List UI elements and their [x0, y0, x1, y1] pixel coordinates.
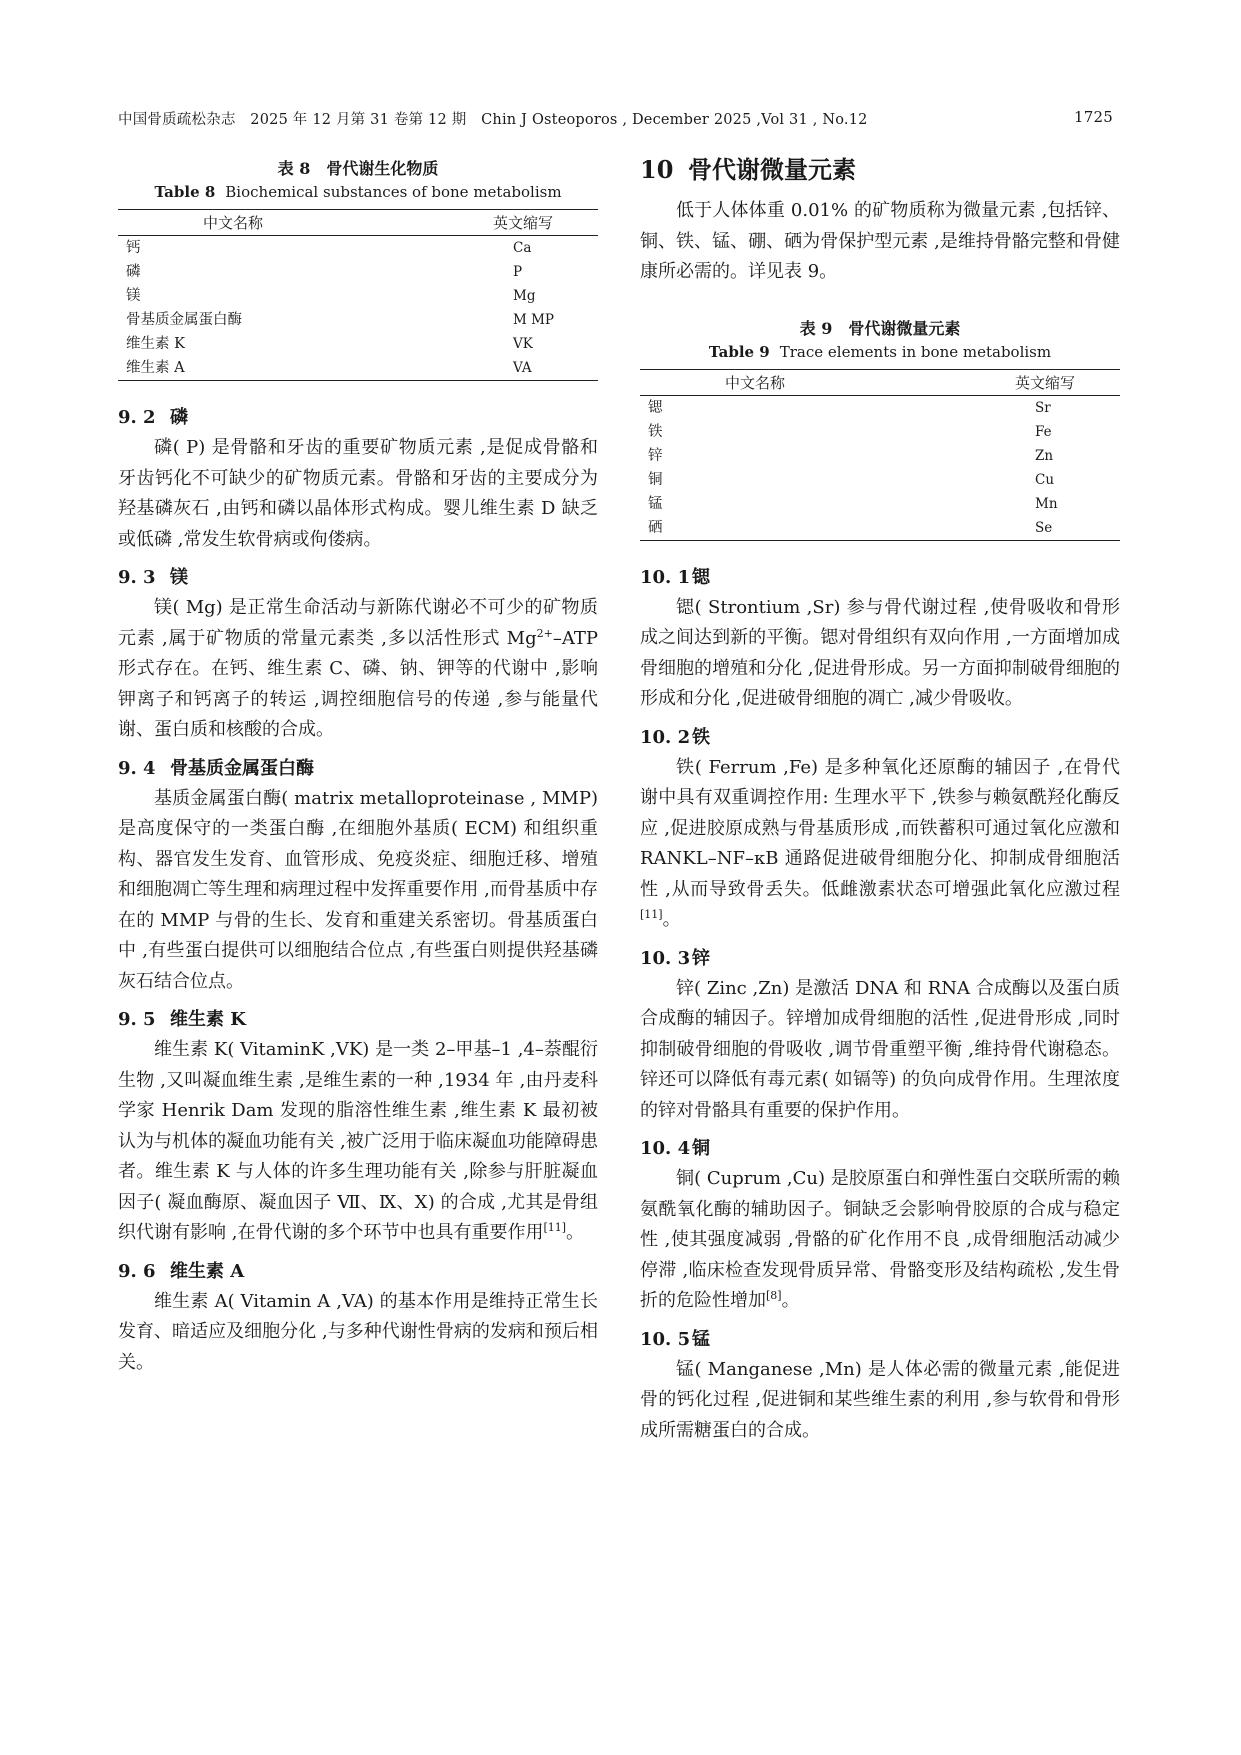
section-10-3-heading: 10. 3 锌 — [640, 947, 710, 969]
section-10-1-heading: 10. 1 锶 — [640, 566, 710, 588]
table-cell-cn: 维生素 K — [126, 336, 185, 352]
section-9-3-text: 镁( Mg) 是正常生命活动与新陈代谢必不可少的矿物质元素 ,属于矿物质的常量元素类 ,多以活性形式 $Mg^{2+}$–ATP 形式存在。在钙、维生素 C、磷、钠、钾等的代谢中 ,影响钾离子和钙离子的转运 ,调控细胞信号的传递 ,参与能量代谢、蛋白质和核酸的合成。 — [118, 597, 598, 740]
table-cell-en: Ca — [513, 240, 532, 256]
table8 — [118, 209, 598, 381]
table8-header-row — [118, 210, 598, 236]
table-cell-cn: 镁 — [126, 288, 141, 304]
section-10-text: 低于人体体重 0.01% 的矿物质称为微量元素 ,包括锌、铜、铁、锰、硼、硒为骨保护型元素 ,是维持骨骼完整和骨健康所必需的。详见表 9。 — [640, 200, 1120, 282]
table-cell-cn: 锶 — [648, 399, 663, 416]
table-cell-en: VK — [513, 336, 533, 352]
table8-col1-header: 中文名称 — [118, 210, 403, 236]
table9-col2-header: 英文缩写 — [925, 369, 1120, 395]
section-10-2-heading: 10. 2 铁 — [640, 726, 710, 748]
table8-col2-header: 英文缩写 — [403, 210, 598, 236]
section-9-6-text: 维生素 A( Vitamin A ,VA) 的基本作用是维持正常生长发育、暗适应及细胞分化 ,与多种代谢性骨病的发病和预后相关。 — [118, 1290, 598, 1373]
table-row — [640, 395, 1120, 420]
table-row — [118, 236, 598, 261]
table-cell-en: Zn — [1035, 447, 1054, 464]
section-10-4-text: 铜( Cuprum ,Cu) 是胶原蛋白和弹性蛋白交联所需的赖氨酰氧化酶的辅助因子。铜缺乏会影响骨胶原的合成与稳定性 ,使其强度减弱 ,骨骼的矿化作用不良 ,成骨细胞活动减少停滞 ,临床检查发现骨质异常、骨骼变形及结构疏松 ,发生骨折的危险性增加[8]。 — [640, 1168, 1120, 1311]
table-row — [640, 420, 1120, 444]
section-10-2-text: 铁( Ferrum ,Fe) 是多种氧化还原酶的辅因子 ,在骨代谢中具有双重调控作用: 生理水平下 ,铁参与赖氨酰羟化酶反应 ,促进胶原成熟与骨基质形成 ,而铁蓄积可通过氧化应激和 RANKL–NF–κB 通路促进破骨细胞分化、抑制成骨细胞活性 ,从而导致骨丢失。低雌激素状态可增强此氧化应激过程[11]。 — [640, 756, 1120, 930]
section-9-3-heading: 9. 3 镁 — [118, 567, 188, 588]
table-cell-en: Mg — [513, 288, 536, 304]
table-cell-en: P — [513, 264, 523, 280]
section-10-1-text: 锶( Strontium ,Sr) 参与骨代谢过程 ,使骨吸收和骨形成之间达到新的平衡。锶对骨组织有双向作用 ,一方面增加成骨细胞的增殖和分化 ,促进骨形成。另一方面抑制破骨细胞的形成和分化 ,促进破骨细胞的凋亡 ,减少骨吸收。 — [640, 596, 1120, 709]
table-row — [640, 468, 1120, 492]
page-number: 1725 — [1074, 108, 1113, 126]
table-cell-cn: 磷 — [126, 264, 141, 280]
table-cell-cn: 骨基质金属蛋白酶 — [126, 312, 242, 328]
section-9-6-heading: 9. 6 维生素 A — [118, 1260, 245, 1282]
table-cell-en: Se — [925, 516, 1120, 541]
table-row — [118, 284, 598, 308]
table9-title: Trace elements in bone metabolism — [779, 342, 1052, 361]
table8-caption-en — [118, 183, 598, 201]
table9-header-row — [640, 369, 1120, 395]
section-9-2-text: 磷( P) 是骨骼和牙齿的重要矿物质元素 ,是促成骨骼和牙齿钙化不可缺少的矿物质元素。骨骼和牙齿的主要成分为羟基磷灰石 ,由钙和磷以晶体形式构成。婴儿维生素 D 缺乏或低磷 ,常发生软骨病或佝偻病。 — [118, 437, 598, 550]
section-10-4-heading: 10. 4 铜 — [640, 1138, 710, 1159]
left-column — [118, 150, 598, 1378]
table-row — [118, 332, 598, 356]
table8-title: Biochemical substances of bone metabolism — [225, 183, 562, 201]
running-header — [118, 108, 1113, 134]
table-row — [640, 516, 1120, 541]
section-10-5-heading: 10. 5 锰 — [640, 1328, 710, 1350]
table-row — [118, 260, 598, 284]
table-cell-cn: 维生素 A — [118, 356, 403, 381]
table9-caption-en — [640, 343, 1120, 361]
table-row — [640, 444, 1120, 468]
table-cell-en: Fe — [1035, 423, 1052, 440]
table-row — [118, 308, 598, 332]
citation: [11] — [543, 1221, 567, 1234]
section-9-4-text: 基质金属蛋白酶( matrix metalloproteinase , MMP) 是高度保守的一类蛋白酶 ,在细胞外基质( ECM) 和组织重构、器官发生发育、血管形成、免疫炎症、细胞迁移、增殖和细胞凋亡等生理和病理过程中发挥重要作用 ,而骨基质中存在的 MMP 与骨的生长、发育和重建关系密切。骨基质蛋白中 ,有些蛋白提供可以细胞结合位点 ,有些蛋白则提供羟基磷灰石结合位点。 — [118, 787, 598, 992]
journal-info: 中国骨质疏松杂志 2025 年 12 月第 31 卷第 12 期 Chin J Osteoporos , December 2025 ,Vol 31 , No.12 — [118, 112, 868, 128]
table-cell-cn: 钙 — [126, 240, 141, 256]
table-cell-en: Mn — [1035, 495, 1058, 512]
citation: [8] — [766, 1289, 782, 1302]
section-10-heading: 10 骨代谢微量元素 — [640, 155, 856, 184]
right-column — [640, 150, 1120, 1446]
table9-caption-cn: 表 9 骨代谢微量元素 — [799, 318, 961, 338]
section-9-4-heading: 9. 4 骨基质金属蛋白酶 — [118, 757, 314, 779]
section-9-5-heading: 9. 5 维生素 K — [118, 1009, 246, 1030]
table8-caption-cn: 表 8 骨代谢生化物质 — [277, 159, 439, 178]
section-9-2-heading: 9. 2 磷 — [118, 407, 188, 428]
table-cell-en: M MP — [513, 312, 555, 328]
section-10-3-text: 锌( Zinc ,Zn) 是激活 DNA 和 RNA 合成酶以及蛋白质合成酶的辅因子。锌增加成骨细胞的活性 ,促进骨形成 ,同时抑制破骨细胞的骨吸收 ,调节骨重塑平衡 ,维持骨代谢稳态。锌还可以降低有毒元素( 如镉等) 的负向成骨作用。生理浓度的锌对骨骼具有重要的保护作用。 — [640, 977, 1120, 1121]
table-cell-cn: 铜 — [648, 471, 663, 488]
section-10-5-text: 锰( Manganese ,Mn) 是人体必需的微量元素 ,能促进骨的钙化过程 ,促进铜和某些维生素的利用 ,参与软骨和骨形成所需糖蛋白的合成。 — [640, 1358, 1120, 1441]
table9-col1-header: 中文名称 — [640, 369, 925, 395]
table-cell-en: VA — [403, 356, 598, 381]
section-9-5-text: 维生素 K( VitaminK ,VK) 是一类 2–甲基–1 ,4–萘醌衍生物 ,又叫凝血维生素 ,是维生素的一种 ,1934 年 ,由丹麦科学家 Henrik Dam 发现的脂溶性维生素 ,维生素 K 最初被认为与机体的凝血功能有关 ,被广泛用于临床凝血功能障碍患者。维生素 K 与人体的许多生理功能有关 ,除参与肝脏凝血因子( 凝血酶原、凝血因子 Ⅶ、Ⅸ、Ⅹ) 的合成 ,尤其是骨组织代谢有影响 ,在骨代谢的多个环节中也具有重要作用[11]。 — [118, 1039, 598, 1243]
table9 — [640, 369, 1120, 541]
table-cell-en: Cu — [1035, 471, 1055, 488]
table8-label: Table 8 — [154, 183, 216, 201]
citation: [11] — [640, 908, 663, 921]
table-cell-cn: 硒 — [640, 516, 925, 541]
table-cell-en: Sr — [1035, 399, 1051, 416]
table-cell-cn: 锰 — [648, 495, 663, 512]
table-row — [640, 492, 1120, 516]
table-row — [118, 356, 598, 381]
table9-label: Table 9 — [708, 342, 770, 361]
table-cell-cn: 锌 — [648, 447, 663, 464]
table-cell-cn: 铁 — [648, 423, 663, 440]
